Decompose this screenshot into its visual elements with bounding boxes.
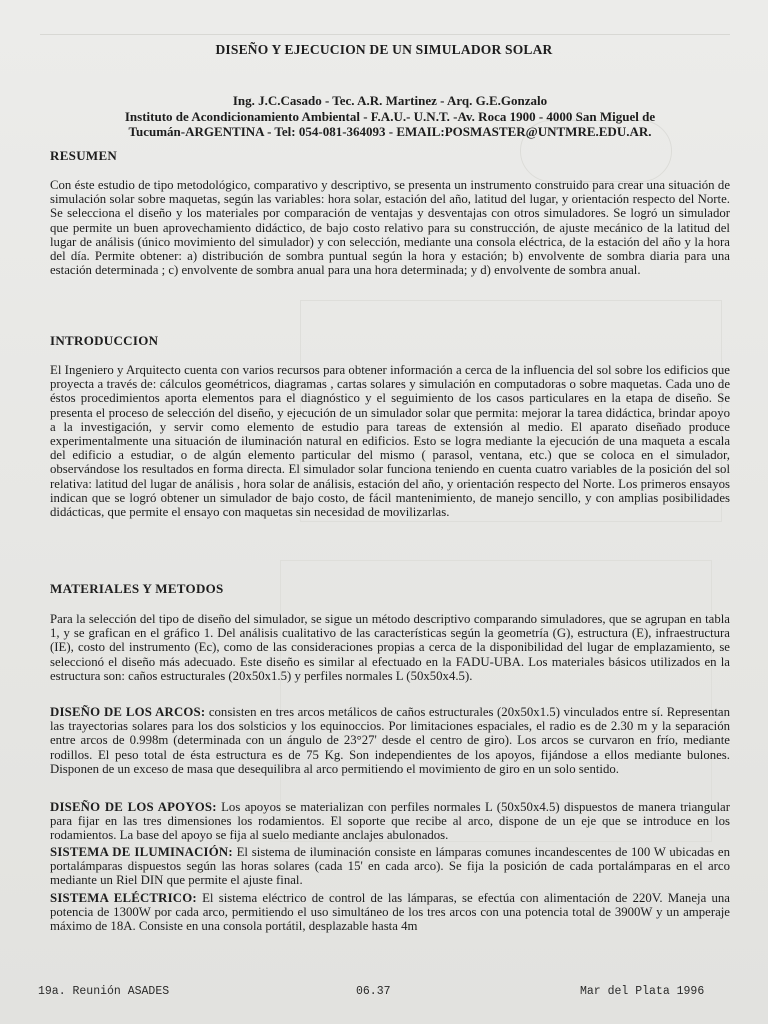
materiales-text: Para la selección del tipo de diseño del simulador, se sigue un método descriptivo comparando simuladores, que se agrupan en tabla 1, y se grafican en el gráfico 1. Del análisis cualitativo de las características según la geometría (G), estructura (E), infraestructura (IE), costo del instrumento (Ec), como de las consideraciones propias a cerca de la disponibilidad del lugar de emplazamiento, se seleccionó el diseño más adecuado. Este diseño es similar al efectuado en la FADU-UBA. Los materiales básicos utilizados en la estructura son: caños estructurales (20x50x1.5) y perfiles normales L (50x50x4.5). (50, 612, 730, 683)
introduccion-text: El Ingeniero y Arquitecto cuenta con varios recursos para obtener información a cerca de la influencia del sol sobre los edificios que proyecta a través de: cálculos geométricos, diagramas , cartas solares y simulación en computadoras o sobre maquetas. Cada uno de éstos procedimientos aporta elementos para el diagnóstico y el seguimiento de los casos particulares en la etapa de diseño. Se presenta el proceso de selección del diseño, y ejecución de un simulador solar que permita: mejorar la tarea didáctica, brindar apoyo a la investigación, y servir como elemento de estudio para tareas de extensión al medio. El aparato diseñado produce experimentalmente una situación de iluminación natural en edificios. Esto se logra mediante la ejecución de una maqueta a escala del edificio a estudiar, o de algún elemento particular del mismo ( parasol, ventana, etc.) que se coloca en el simulador, observándose los resultados en forma directa. El simulador solar funciona teniendo en cuenta cuatro variables de la posición del sol relativa: latitud del lugar de análisis , hora solar de análisis, estación del año, y orientación respecto del Norte. Los primeros ensayos indican que se logró obtener un simulador de bajo costo, de fácil mantenimiento, de manejo sencillo, y con amplias posibilidades didácticas, que permite el ensayo con maquetas sin necesidad de movilizarlas. (50, 363, 730, 520)
footer-location: Mar del Plata 1996 (580, 985, 705, 998)
materiales-heading: MATERIALES Y METODOS (50, 581, 224, 596)
footer-conference: 19a. Reunión ASADES (38, 985, 170, 998)
resumen-text: Con éste estudio de tipo metodológico, comparativo y descriptivo, se presenta un instrumento construido para crear una situación de simulación solar sobre maquetas, según las variables: hora solar, estación del año, latitud del lugar, y orientación respecto del Norte. Se selecciona el diseño y los materiales por comparación de ventajas y desventajas con otros simuladores. Se logró un simulador que permite un buen aprovechamiento didáctico, de bajo costo relativo para su construcción, de ajuste mecánico de la latitud del lugar de análisis (único movimiento del simulador) y con selección, mediante una consola eléctrica, de la estación del año y la hora del día. Permite obtener: a) distribución de sombra puntual según la hora y estación; b) envolvente de sombra diaria para una estación determinada ; c) envolvente de sombra anual para una hora determinada; y d) envolvente de sombra anual. (50, 178, 730, 278)
footer-page-number: 06.37 (356, 985, 391, 998)
iluminacion-text: El sistema de iluminación consiste en lámparas comunes incandescentes de 100 W ubicadas en portalámparas dispuestos según las horas solares (cada 15' en cada arco). Se fija la posición de cada portalámparas en el arco mediante un Riel DIN que permite el ajuste final. (50, 845, 730, 888)
author-contact: Tucumán-ARGENTINA - Tel: 054-081-364093 - EMAIL:POSMASTER@UNTMRE.EDU.AR. (128, 124, 652, 139)
resumen-heading: RESUMEN (50, 148, 118, 163)
arcos-paragraph (50, 705, 730, 776)
iluminacion-label: SISTEMA DE ILUMINACIÓN: (50, 845, 233, 859)
apoyos-text: Los apoyos se materializan con perfiles normales L (50x50x4.5) dispuestos de manera triangular para fijar en las tres dimensiones los rodamientos. El soporte que recibe al arco, dispone de un eje que se introduce en los rodamientos. La base del apoyo se fija al suelo mediante anclajes abulonados. (50, 800, 730, 843)
arcos-text: consisten en tres arcos metálicos de caños estructurales (20x50x1.5) vinculados entre sí. Representan las trayectorias solares para los dos solsticios y los equinoccios. Por limitaciones espaciales, el radio es de 2.30 m y la separación entre arcos de 0.998m (determinada con un ángulo de 23°27' desde el centro de giro). Los arcos se curvaron en frío, mediante rodillos. El peso total de ésta estructura es de 75 Kg. Son independientes de los apoyos, fijándose a ellos mediante bulones. Disponen de un exceso de masa que desequilibra al arco permitiendo el movimiento de giro en un solo sentido. (50, 705, 730, 776)
apoyos-paragraph (50, 800, 730, 843)
author-names: Ing. J.C.Casado - Tec. A.R. Martinez - Arq. G.E.Gonzalo (232, 93, 548, 108)
electrico-label: SISTEMA ELÉCTRICO: (50, 891, 197, 905)
electrico-text: El sistema eléctrico de control de las lámparas, se efectúa con alimentación de 220V. Maneja una potencia de 1300W por cada arco, permitiendo el uso simultáneo de los tres arcos con una potencia total de 3900W y un amperaje máximo de 18A. Consiste en una consola portátil, desplazable hasta 4m (50, 891, 730, 934)
author-affiliation: Instituto de Acondicionamiento Ambiental - F.A.U.- U.N.T. -Av. Roca 1900 - 4000 San Miguel de (124, 108, 656, 124)
bleed-through-decoration (40, 22, 730, 35)
apoyos-label: DISEÑO DE LOS APOYOS: (50, 800, 217, 814)
introduccion-heading: INTRODUCCION (50, 333, 159, 348)
iluminacion-paragraph (50, 845, 730, 888)
arcos-label: DISEÑO DE LOS ARCOS: (50, 705, 206, 719)
author-block (40, 93, 740, 140)
paper-title: DISEÑO Y EJECUCION DE UN SIMULADOR SOLAR (215, 42, 553, 57)
electrico-paragraph (50, 891, 730, 934)
